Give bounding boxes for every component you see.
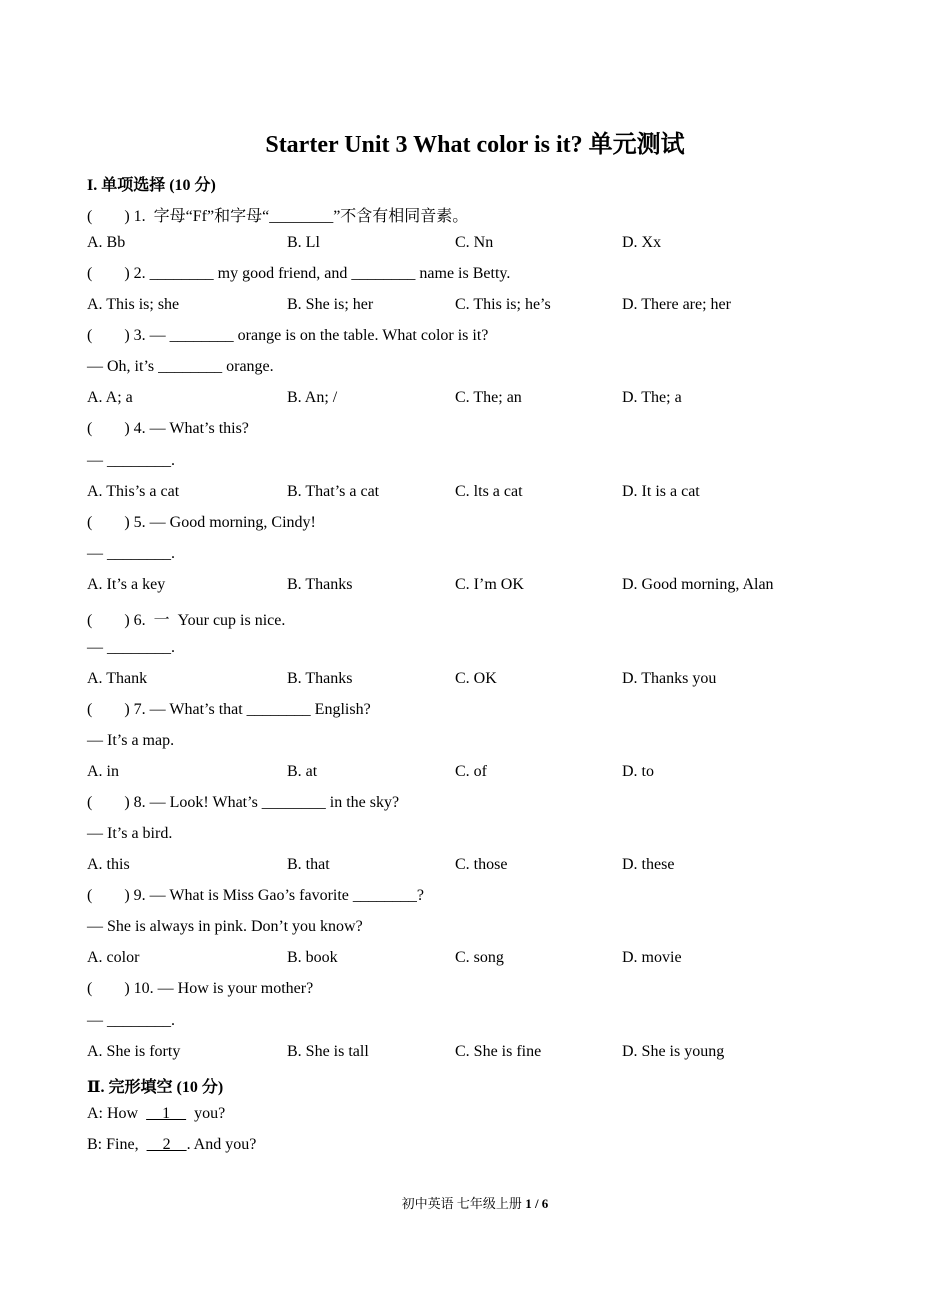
question-5-response: — ________.: [87, 545, 175, 562]
q2-option-d: D. There are; her: [622, 296, 731, 313]
question-5-stem: ( ) 5. — Good morning, Cindy!: [87, 514, 316, 531]
q3-option-c: C. The; an: [455, 389, 522, 406]
q6-option-b: B. Thanks: [287, 670, 353, 687]
q10-option-c: C. She is fine: [455, 1043, 542, 1060]
q1-option-b: B. Ll: [287, 234, 320, 251]
q5-option-d: D. Good morning, Alan: [622, 576, 774, 593]
q9-option-d: D. movie: [622, 949, 682, 966]
section-heading-multiple-choice: I. 单项选择 (10 分): [87, 177, 216, 194]
q4-option-a: A. This’s a cat: [87, 483, 180, 500]
q4-option-c: C. lts a cat: [455, 483, 523, 500]
q6-option-d: D. Thanks you: [622, 670, 717, 687]
cloze-blank-1: 1: [146, 1105, 187, 1122]
q1-option-a: A. Bb: [87, 234, 126, 251]
q8-option-a: A. this: [87, 856, 130, 873]
question-1-stem: ( ) 1. 字母“Ff”和字母“________”不含有相同音素。: [87, 208, 469, 225]
q8-option-b: B. that: [287, 856, 330, 873]
q1-option-c: C. Nn: [455, 234, 494, 251]
question-2-stem: ( ) 2. ________ my good friend, and ________ name is Betty.: [87, 265, 511, 282]
q7-option-b: B. at: [287, 763, 318, 780]
q9-option-b: B. book: [287, 949, 338, 966]
q9-option-a: A. color: [87, 949, 140, 966]
q10-option-d: D. She is young: [622, 1043, 725, 1060]
question-10-stem: ( ) 10. — How is your mother?: [87, 980, 314, 997]
q3-option-d: D. The; a: [622, 389, 682, 406]
question-8-stem: ( ) 8. — Look! What’s ________ in the sky?: [87, 794, 400, 811]
cloze-line-1-prefix: A: How: [87, 1105, 147, 1122]
page-title: Starter Unit 3 What color is it? 单元测试: [265, 132, 685, 158]
q6-option-a: A. Thank: [87, 670, 148, 687]
cloze-line-1: [87, 1105, 225, 1123]
q4-option-b: B. That’s a cat: [287, 483, 380, 500]
question-3-response: — Oh, it’s ________ orange.: [87, 358, 274, 375]
question-3-stem: ( ) 3. — ________ orange is on the table. What color is it?: [87, 327, 489, 344]
q9-option-c: C. song: [455, 949, 504, 966]
question-9-response: — She is always in pink. Don’t you know?: [87, 918, 363, 935]
q5-option-b: B. Thanks: [287, 576, 353, 593]
question-8-response: — It’s a bird.: [87, 825, 173, 842]
page-number: 1 / 6: [525, 1196, 549, 1211]
q3-option-b: B. An; /: [287, 389, 338, 406]
question-6-response: — ________.: [87, 639, 175, 656]
cloze-line-1-suffix: you?: [186, 1105, 226, 1122]
q10-option-b: B. She is tall: [287, 1043, 369, 1060]
cloze-blank-2: 2: [146, 1136, 187, 1153]
page-footer: [0, 1193, 950, 1212]
q7-option-a: A. in: [87, 763, 119, 780]
q6-option-c: C. OK: [455, 670, 497, 687]
q5-option-c: C. I’m OK: [455, 576, 524, 593]
q3-option-a: A. A; a: [87, 389, 133, 406]
q2-option-b: B. She is; her: [287, 296, 374, 313]
section-heading-cloze: Ⅱ. 完形填空 (10 分): [87, 1079, 224, 1096]
cloze-line-2-suffix: . And you?: [186, 1136, 257, 1153]
q4-option-d: D. It is a cat: [622, 483, 700, 500]
q8-option-c: C. those: [455, 856, 508, 873]
q2-option-c: C. This is; he’s: [455, 296, 551, 313]
question-10-response: — ________.: [87, 1012, 175, 1029]
question-7-stem: ( ) 7. — What’s that ________ English?: [87, 701, 371, 718]
question-9-stem: ( ) 9. — What is Miss Gao’s favorite ________?: [87, 887, 424, 904]
question-6-stem: ( ) 6. 一 Your cup is nice.: [87, 612, 286, 629]
question-7-response: — It’s a map.: [87, 732, 175, 749]
q10-option-a: A. She is forty: [87, 1043, 181, 1060]
q2-option-a: A. This is; she: [87, 296, 180, 313]
q7-option-d: D. to: [622, 763, 654, 780]
cloze-line-2: [87, 1136, 256, 1154]
cloze-line-2-prefix: B: Fine,: [87, 1136, 147, 1153]
q5-option-a: A. It’s a key: [87, 576, 166, 593]
q1-option-d: D. Xx: [622, 234, 662, 251]
q7-option-c: C. of: [455, 763, 487, 780]
question-4-response: — ________.: [87, 452, 175, 469]
q8-option-d: D. these: [622, 856, 675, 873]
question-4-stem: ( ) 4. — What’s this?: [87, 420, 249, 437]
footer-text: 初中英语 七年级上册: [401, 1196, 526, 1211]
